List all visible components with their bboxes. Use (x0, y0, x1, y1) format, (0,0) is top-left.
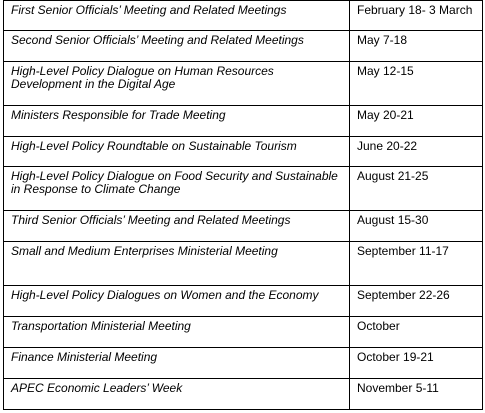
meeting-name: Transportation Ministerial Meeting (4, 317, 350, 348)
meeting-date: September 22-26 (350, 286, 483, 317)
table-row (4, 317, 483, 348)
table-row (4, 378, 483, 409)
meeting-name: High-Level Policy Dialogue on Human Resources Development in the Digital Age (4, 62, 350, 105)
meeting-name: High-Level Policy Dialogues on Women and the Economy (4, 286, 350, 317)
meeting-name: Third Senior Officials’ Meeting and Related Meetings (4, 210, 350, 241)
meeting-name: Ministers Responsible for Trade Meeting (4, 105, 350, 136)
meeting-date: May 12-15 (350, 62, 483, 105)
meeting-name: Small and Medium Enterprises Ministerial Meeting (4, 241, 350, 285)
meeting-date: November 5-11 (350, 378, 483, 409)
meeting-name: APEC Economic Leaders’ Week (4, 378, 350, 409)
table-row (4, 1, 483, 31)
meeting-date: May 20-21 (350, 105, 483, 136)
meeting-name: Finance Ministerial Meeting (4, 348, 350, 378)
meeting-date: February 18- 3 March (350, 1, 483, 31)
table-row (4, 241, 483, 285)
meeting-name: Second Senior Officials’ Meeting and Related Meetings (4, 31, 350, 62)
meeting-name: High-Level Policy Dialogue on Food Security and Sustainable in Response to Climate Change (4, 167, 350, 210)
meeting-date: August 21-25 (350, 167, 483, 210)
table-row (4, 286, 483, 317)
table-row (4, 167, 483, 210)
meeting-date: September 11-17 (350, 241, 483, 285)
table-row (4, 105, 483, 136)
table-row (4, 31, 483, 62)
meeting-date: October (350, 317, 483, 348)
meeting-date: October 19-21 (350, 348, 483, 378)
meeting-schedule-table (3, 0, 483, 410)
meeting-date: June 20-22 (350, 136, 483, 166)
table-row (4, 210, 483, 241)
meeting-date: May 7-18 (350, 31, 483, 62)
table-row (4, 62, 483, 105)
table-row (4, 348, 483, 378)
meeting-name: First Senior Officials’ Meeting and Related Meetings (4, 1, 350, 31)
table-row (4, 136, 483, 166)
meeting-name: High-Level Policy Roundtable on Sustainable Tourism (4, 136, 350, 166)
meeting-date: August 15-30 (350, 210, 483, 241)
